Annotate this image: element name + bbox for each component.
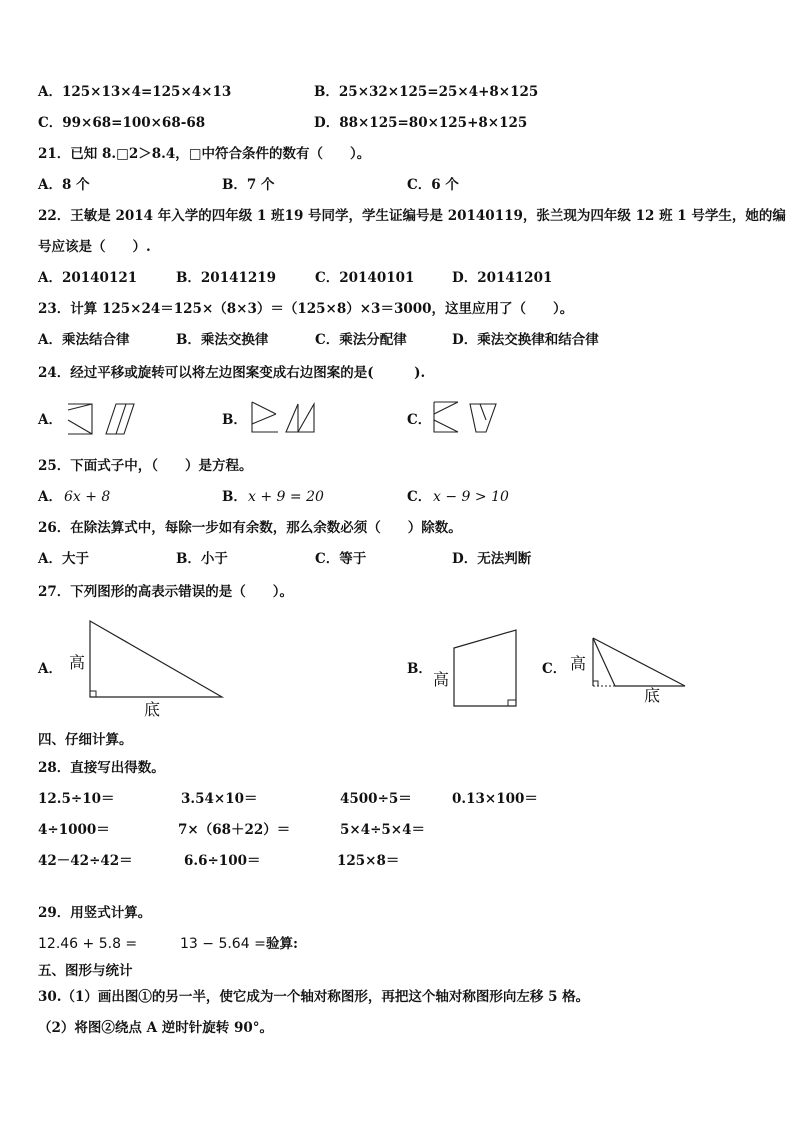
- q26-stem: 26．在除法算式中，每除一步如有余数，那么余数必须（ ）除数。: [38, 520, 462, 536]
- q24-option-a-label: A．: [38, 412, 62, 428]
- q27-option-b-label: B．: [407, 661, 432, 677]
- q26-option-b: B．小于: [176, 551, 228, 567]
- q27-c-base-label: 底: [644, 686, 661, 705]
- q25-option-c-expr: x − 9 > 10: [433, 489, 509, 505]
- q27-option-c-figure: [585, 632, 691, 692]
- q21-option-c: C．6 个: [407, 177, 459, 193]
- q24-option-b-figure: [248, 400, 320, 436]
- q24-stem: 24．经过平移或旋转可以将左边图案变成右边图案的是( ).: [38, 365, 426, 381]
- q21-option-a: A．8 个: [38, 177, 90, 193]
- q22-option-c: C．20140101: [315, 270, 415, 286]
- q22-option-a: A．20140121: [38, 270, 138, 286]
- q20-option-d: D．88×125=80×125+8×125: [314, 115, 528, 131]
- q21-option-b: B．7 个: [222, 177, 275, 193]
- q23-option-a: A．乘法结合律: [38, 332, 130, 348]
- q28-r3-c2: 6.6÷100＝: [184, 853, 261, 869]
- q23-option-b: B．乘法交换律: [176, 332, 269, 348]
- q29-expr-2: 13 − 5.64 =: [180, 936, 266, 952]
- q28-stem: 28．直接写出得数。: [38, 760, 165, 776]
- q24-option-b-label: B．: [222, 412, 247, 428]
- q27-option-c-label: C．: [542, 661, 567, 677]
- q26-option-a: A．大于: [38, 551, 89, 567]
- q26-option-d: D．无法判断: [452, 551, 532, 567]
- q25-stem: 25．下面式子中，（ ）是方程。: [38, 458, 253, 474]
- q25-option-a-label: A．: [38, 489, 62, 505]
- q28-r1-c2: 3.54×10＝: [181, 791, 258, 807]
- q28-r1-c3: 4500÷5＝: [340, 791, 412, 807]
- q28-r2-c2: 7×（68＋22）＝: [178, 822, 291, 838]
- q24-option-c-label: C．: [407, 412, 432, 428]
- q28-r2-c1: 4÷1000＝: [38, 822, 110, 838]
- q25-option-b-expr: x + 9 = 20: [248, 489, 324, 505]
- q25-option-b-label: B．: [222, 489, 247, 505]
- q27-c-height-label: 高: [570, 654, 587, 673]
- q22-option-b: B．20141219: [176, 270, 277, 286]
- q22-stem-line1: 22．王敏是 2014 年入学的四年级 1 班19 号同学，学生证编号是 20140119，张兰现为四年级 12 班 1 号学生，她的编: [38, 208, 786, 224]
- q23-option-c: C．乘法分配律: [315, 332, 407, 348]
- q21-stem: 21．已知 8.□2＞8.4，□中符合条件的数有（ ）。: [38, 146, 371, 162]
- q28-r2-c3: 5×4÷5×4＝: [340, 822, 426, 838]
- q26-option-c: C．等于: [315, 551, 367, 567]
- q29-expr-1: 12.46 + 5.8 =: [38, 936, 138, 952]
- q27-option-a-label: A．: [38, 661, 62, 677]
- q28-r3-c3: 125×8＝: [337, 853, 400, 869]
- q20-option-c: C．99×68=100×68-68: [38, 115, 206, 131]
- q28-r3-c1: 42－42÷42＝: [38, 853, 133, 869]
- q27-b-height-label: 高: [433, 670, 450, 689]
- q30-line1: 30.（1）画出图①的另一半，使它成为一个轴对称图形，再把这个轴对称图形向左移 5 格。: [38, 989, 590, 1005]
- q23-stem: 23．计算 125×24＝125×（8×3）＝（125×8）×3＝3000，这里应用了（ ）。: [38, 301, 574, 317]
- q27-stem: 27．下列图形的高表示错误的是（ ）。: [38, 584, 294, 600]
- q20-option-b: B．25×32×125=25×4+8×125: [314, 84, 539, 100]
- q27-a-base-label: 底: [144, 700, 161, 719]
- q29-check-label: 验算:: [266, 936, 298, 952]
- q20-option-a: A．125×13×4=125×4×13: [38, 84, 232, 100]
- q29-stem: 29．用竖式计算。: [38, 905, 152, 921]
- q25-option-a-expr: 6x + 8: [64, 489, 111, 505]
- q24-option-c-figure: [430, 400, 502, 436]
- q23-option-d: D．乘法交换律和结合律: [452, 332, 599, 348]
- section-5-heading: 五、图形与统计: [38, 963, 133, 979]
- q22-option-d: D．20141201: [452, 270, 553, 286]
- q30-line2: （2）将图②绕点 A 逆时针旋转 90°。: [38, 1020, 274, 1036]
- q25-option-c-label: C．: [407, 489, 432, 505]
- q27-option-b-figure: [450, 626, 522, 710]
- q28-r1-c4: 0.13×100＝: [452, 791, 538, 807]
- q24-option-a-figure: [64, 400, 138, 438]
- q28-r1-c1: 12.5÷10＝: [38, 791, 115, 807]
- q22-stem-line2: 号应该是（ ）.: [38, 239, 151, 255]
- q27-a-height-label: 高: [69, 653, 86, 672]
- section-4-heading: 四、仔细计算。: [38, 732, 133, 748]
